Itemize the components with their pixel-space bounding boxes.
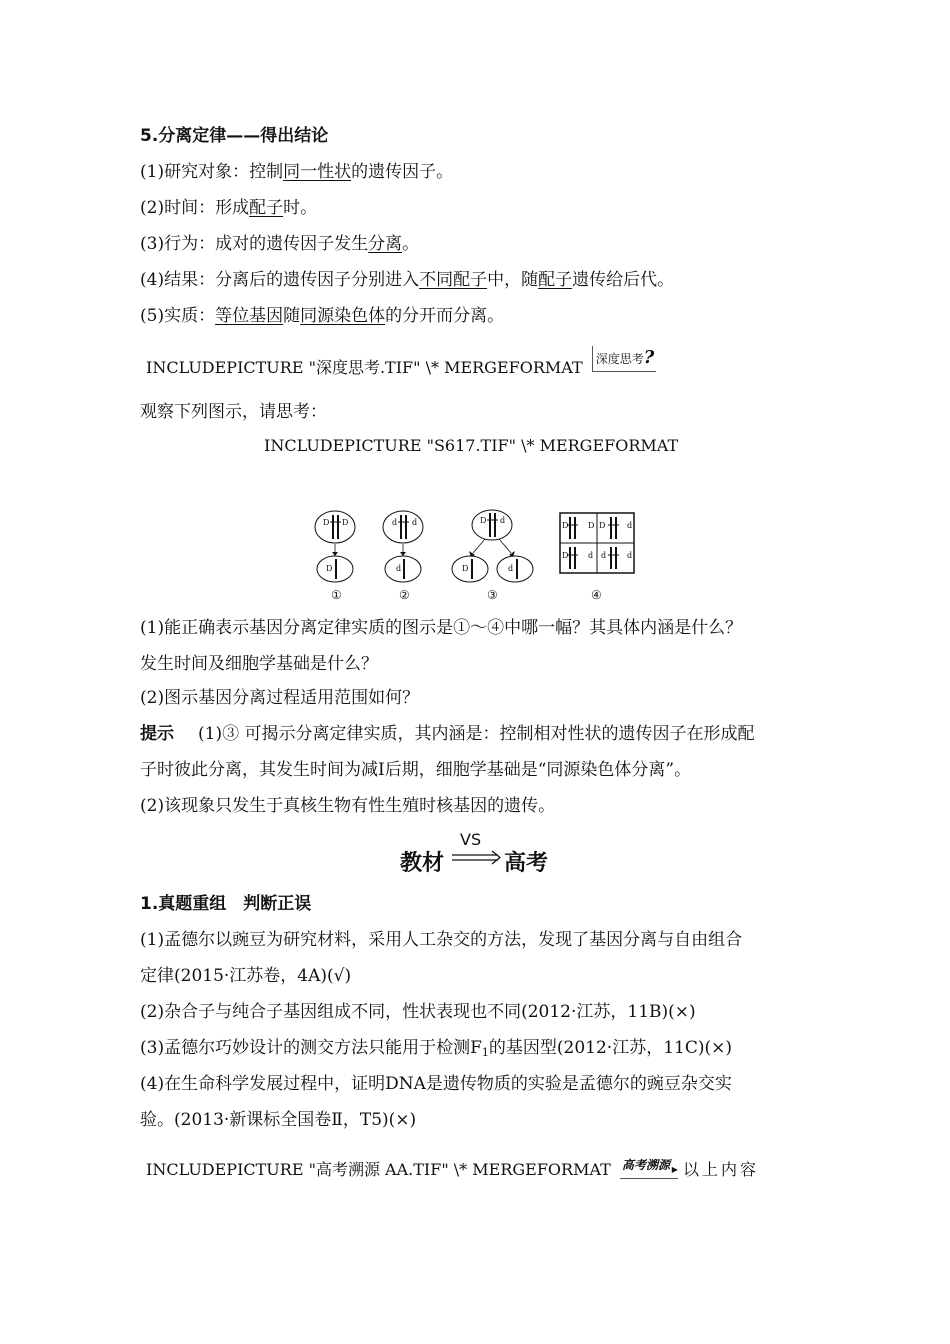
allele-label: D (323, 518, 330, 527)
exam-source-tag: 高考溯源 ▶ (620, 1152, 678, 1179)
judge-item-4-cont: 验。(2013·新课标全国卷Ⅱ，T5)(×) (140, 1110, 417, 1130)
section-5-item-2: (2)时间：形成配子时。 (140, 198, 318, 218)
section-5-item-3: (3)行为：成对的遗传因子发生分离。 (140, 234, 420, 254)
figure-3 (452, 510, 533, 602)
allele-label: d (392, 518, 398, 527)
section-5-item-1: (1)研究对象：控制同一性状的遗传因子。 (140, 162, 454, 182)
judge-item-1: (1)孟德尔以豌豆为研究材料，采用人工杂交的方法，发现了基因分离与自由组合 (140, 930, 743, 950)
section-5-heading: 5.分离定律——得出结论 (140, 126, 329, 146)
figure-1 (315, 511, 355, 602)
allele-label: d (588, 551, 594, 560)
textbook-label: 教材 (400, 851, 445, 876)
allele-label: D (326, 564, 333, 573)
figure-4-label: ④ (591, 588, 602, 602)
hint-label: 提示 (140, 724, 174, 744)
allele-label: d (412, 518, 418, 527)
allele-label: D (588, 521, 595, 530)
allele-label: d (396, 564, 402, 573)
judge-item-4: (4)在生命科学发展过程中，证明DNA是遗传物质的实验是孟德尔的豌豆杂交实 (140, 1074, 732, 1094)
vs-label: VS (460, 830, 482, 849)
figure-2 (383, 511, 423, 602)
allele-label: D (480, 516, 487, 525)
section-5-item-4: (4)结果：分离后的遗传因子分别进入不同配子中，随配子遗传给后代。 (140, 270, 675, 290)
question-2: (2)图示基因分离过程适用范围如何？ (140, 688, 420, 708)
allele-label: d (601, 551, 607, 560)
gene-separation-diagram (305, 505, 645, 605)
hint-line-2: 子时彼此分离，其发生时间为减Ⅰ后期，细胞学基础是“同源染色体分离”。 (140, 760, 692, 780)
figure-2-label: ② (399, 588, 410, 602)
section-5-item-5: (5)实质：等位基因随同源染色体的分开而分离。 (140, 306, 505, 326)
figure-1-label: ① (331, 588, 342, 602)
allele-label: D (562, 551, 569, 560)
allele-label: d (627, 551, 633, 560)
question-1: (1)能正确表示基因分离定律实质的图示是①～④中哪一幅？其具体内涵是什么？ (140, 618, 743, 638)
judge-item-1-cont: 定律(2015·江苏卷，4A)(√) (140, 966, 352, 986)
allele-label: d (500, 516, 506, 525)
figure-3-label: ③ (487, 588, 498, 602)
judge-item-3: (3)孟德尔巧妙设计的测交方法只能用于检测$F_1$的基因型(2012·江苏，11C)(×) (140, 1038, 732, 1059)
deep-thinking-tag: 深度思考? (592, 346, 657, 372)
question-1-cont: 发生时间及细胞学基础是什么？ (140, 654, 378, 674)
arrow-icon: ▶ (671, 1165, 678, 1174)
question-mark-icon: ? (643, 347, 655, 368)
allele-label: D (342, 518, 349, 527)
allele-label: D (462, 564, 469, 573)
allele-label: d (508, 564, 514, 573)
include-picture-s617: INCLUDEPICTURE "S617.TIF" \* MERGEFORMAT (264, 436, 679, 455)
exam-label: 高考 (504, 851, 549, 876)
hint-line-3: (2)该现象只发生于真核生物有性生殖时核基因的遗传。 (140, 796, 556, 816)
allele-label: d (627, 521, 633, 530)
section-1-heading: 1.真题重组 判断正误 (140, 894, 312, 914)
figure-4 (560, 513, 634, 602)
include-picture-exam-source: INCLUDEPICTURE "高考溯源 AA.TIF" \* MERGEFORMAT 高考溯源 ▶ 以上内容 (146, 1158, 759, 1185)
judge-item-2: (2)杂合子与纯合子基因组成不同，性状表现也不同(2012·江苏，11B)(×) (140, 1002, 696, 1022)
observe-prompt: 观察下列图示，请思考： (140, 402, 327, 422)
hint-line-1: 提示 (1)③ 可揭示分离定律实质，其内涵是：控制相对性状的遗传因子在形成配 (140, 724, 755, 744)
allele-label: D (562, 521, 569, 530)
allele-label: D (599, 521, 606, 530)
include-picture-deep-thinking: INCLUDEPICTURE "深度思考.TIF" \* MERGEFORMAT 深度思考? (146, 347, 655, 377)
double-arrow-icon (450, 850, 502, 866)
textbook-vs-exam-banner (400, 830, 600, 880)
